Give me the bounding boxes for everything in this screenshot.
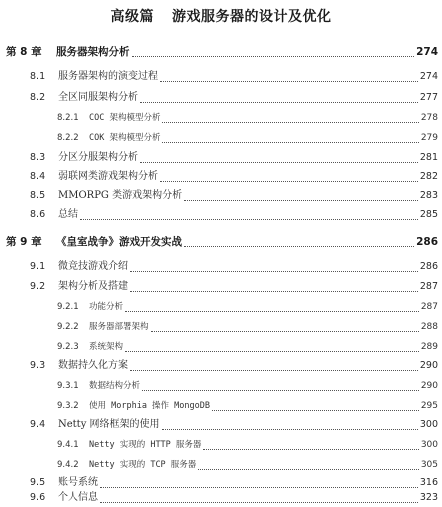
leader-dots (130, 291, 418, 292)
toc-number: 8.2.1 (57, 113, 79, 123)
leader-dots (162, 429, 418, 430)
toc-subsection-9-2-3[interactable] (57, 338, 438, 356)
toc-chapter-8[interactable] (6, 43, 438, 61)
toc-page-number: 282 (419, 171, 438, 182)
toc-number: 8.2.2 (57, 133, 79, 143)
toc-number: 8.5 (30, 190, 46, 201)
toc-subsection-9-2-1[interactable] (57, 298, 438, 316)
toc-number: 9.4.2 (57, 460, 79, 470)
toc-title: COK 架构模型分析 (89, 133, 161, 143)
toc-title: 账号系统 (58, 477, 98, 488)
toc-title: 《皇室战争》游戏开发实战 (56, 236, 182, 248)
toc-number: 9.2.3 (57, 342, 79, 352)
toc-title: 数据持久化方案 (58, 360, 128, 371)
toc-page-number: 290 (419, 360, 438, 371)
leader-dots (162, 142, 418, 143)
toc-title: 使用 Morphia 操作 MongoDB (89, 401, 210, 411)
toc-page-number: 285 (419, 209, 438, 220)
toc-page-number: 287 (419, 281, 438, 292)
toc-number: 9.4 (30, 419, 46, 430)
toc-subsection-8-2-2[interactable] (57, 129, 438, 147)
leader-dots (80, 219, 418, 220)
toc-number: 8.6 (30, 209, 46, 220)
toc-number: 9.3.2 (57, 401, 79, 411)
toc-title: 服务器架构分析 (56, 46, 130, 58)
toc-number: 8.3 (30, 152, 46, 163)
leader-dots (151, 331, 419, 332)
toc-page-number: 286 (416, 236, 438, 248)
toc-title: 分区分服架构分析 (58, 152, 138, 163)
toc-number: 9.3 (30, 360, 46, 371)
toc-chapter-9[interactable] (6, 233, 438, 251)
toc-page-number: 300 (419, 419, 438, 430)
toc-number: 9.5 (30, 477, 46, 488)
toc-title: MMORPG 类游戏架构分析 (58, 190, 183, 201)
leader-dots (184, 246, 414, 247)
leader-dots (125, 311, 419, 312)
toc-section-8-6[interactable] (30, 206, 438, 224)
toc-title: 功能分析 (89, 302, 124, 312)
toc-page-number: 300 (420, 440, 438, 450)
toc-number: 第 9 章 (6, 236, 42, 248)
toc-title: 微竞技游戏介绍 (58, 261, 128, 272)
toc-section-9-1[interactable] (30, 258, 438, 276)
toc-page-number: 295 (420, 401, 438, 411)
toc-subsection-9-3-2[interactable] (57, 397, 438, 415)
leader-dots (212, 410, 419, 411)
toc-page-number: 274 (419, 71, 438, 82)
toc-title: 数据结构分析 (89, 381, 141, 391)
toc-section-8-4[interactable] (30, 168, 438, 186)
toc-title: Netty 实现的 HTTP 服务器 (89, 440, 202, 450)
toc-title: Netty 网络框架的使用 (58, 419, 160, 430)
toc-number: 8.1 (30, 71, 46, 82)
leader-dots (132, 56, 415, 57)
leader-dots (130, 370, 418, 371)
toc-number: 9.6 (30, 492, 46, 503)
toc-number: 8.4 (30, 171, 46, 182)
toc-page-number: 316 (419, 477, 438, 488)
toc-section-8-3[interactable] (30, 149, 438, 167)
toc-section-8-2[interactable] (30, 89, 438, 107)
toc-subsection-9-4-1[interactable] (57, 436, 438, 454)
toc-title: 全区同服架构分析 (58, 92, 138, 103)
toc-title: 服务器架构的演变过程 (58, 71, 158, 82)
leader-dots (203, 449, 418, 450)
leader-dots (184, 200, 418, 201)
leader-dots (160, 181, 418, 182)
toc-section-9-4[interactable] (30, 416, 438, 434)
toc-subsection-9-4-2[interactable] (57, 456, 438, 474)
toc-page-number: 277 (419, 92, 438, 103)
leader-dots (100, 502, 418, 503)
toc-number: 9.3.1 (57, 381, 79, 391)
part-heading (0, 6, 442, 28)
toc-title: 个人信息 (58, 492, 98, 503)
toc-page-number: 287 (420, 302, 438, 312)
toc-page-number: 281 (419, 152, 438, 163)
toc-number: 9.1 (30, 261, 46, 272)
leader-dots (198, 469, 419, 470)
toc-page-number: 289 (420, 342, 438, 352)
leader-dots (140, 102, 418, 103)
toc-title: 架构分析及搭建 (58, 281, 128, 292)
toc-subsection-9-3-1[interactable] (57, 377, 438, 395)
toc-section-8-1[interactable] (30, 68, 438, 86)
leader-dots (100, 487, 418, 488)
toc-page-number: 323 (419, 492, 438, 503)
toc-title: 弱联网类游戏架构分析 (58, 171, 158, 182)
leader-dots (125, 351, 419, 352)
toc-page-number: 283 (419, 190, 438, 201)
leader-dots (142, 390, 419, 391)
toc-number: 9.2.1 (57, 302, 79, 312)
toc-title: COC 架构模型分析 (89, 113, 161, 123)
toc-number: 9.2 (30, 281, 46, 292)
leader-dots (130, 271, 418, 272)
leader-dots (140, 162, 418, 163)
part-label: 高级篇 (110, 9, 154, 25)
part-title: 游戏服务器的设计及优化 (172, 9, 332, 25)
leader-dots (162, 122, 418, 123)
toc-number: 9.4.1 (57, 440, 79, 450)
toc-title: 系统架构 (89, 342, 124, 352)
toc-title: 服务器部署架构 (89, 322, 149, 332)
toc-section-9-6[interactable] (30, 489, 438, 507)
toc-subsection-8-2-1[interactable] (57, 109, 438, 127)
toc-page-number: 286 (419, 261, 438, 272)
toc-page-number: 305 (420, 460, 438, 470)
toc-number: 8.2 (30, 92, 46, 103)
toc-subsection-9-2-2[interactable] (57, 318, 438, 336)
toc-title: Netty 实现的 TCP 服务器 (89, 460, 197, 470)
toc-number: 第 8 章 (6, 46, 42, 58)
toc-section-8-5[interactable] (30, 187, 438, 205)
toc-page-number: 278 (420, 113, 438, 123)
toc-page-number: 290 (420, 381, 438, 391)
toc-section-9-2[interactable] (30, 278, 438, 296)
toc-page-number: 279 (420, 133, 438, 143)
leader-dots (160, 81, 418, 82)
toc-page-number: 274 (416, 46, 438, 58)
toc-title: 总结 (58, 209, 78, 220)
toc-number: 9.2.2 (57, 322, 79, 332)
toc-page-number: 288 (420, 322, 438, 332)
toc-section-9-3[interactable] (30, 357, 438, 375)
